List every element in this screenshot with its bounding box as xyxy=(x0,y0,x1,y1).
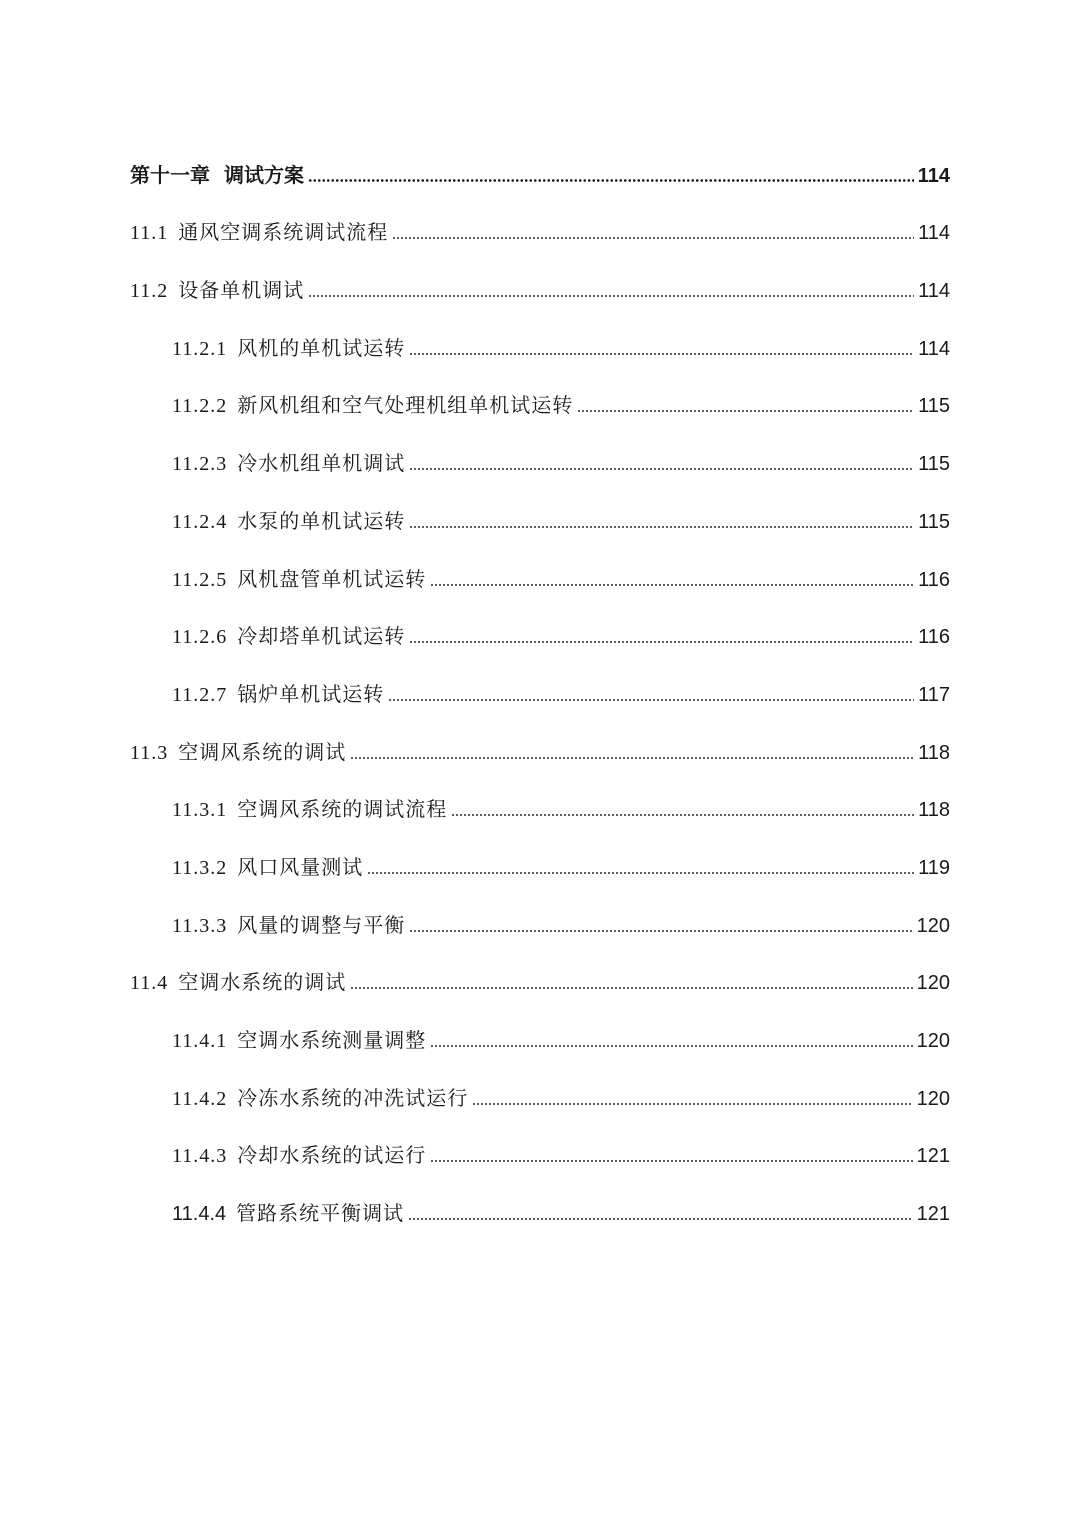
toc-entry-page: 114 xyxy=(918,222,950,245)
toc-entry-title: 空调水系统测量调整 xyxy=(237,1030,427,1052)
toc-entry-number: 11.4.2 xyxy=(172,1087,228,1110)
toc-entry-page: 114 xyxy=(917,164,950,187)
dot-leader xyxy=(408,1218,913,1220)
toc-entry-title: 冷却水系统的试运行 xyxy=(237,1145,427,1168)
toc-entry-title: 风机盘管单机试运转 xyxy=(237,568,427,591)
toc-entry-page: 120 xyxy=(916,1087,950,1110)
toc-entry-11-3[interactable] xyxy=(130,705,950,763)
toc-entry-page: 118 xyxy=(918,799,950,822)
dot-leader xyxy=(392,237,914,239)
toc-entry-title: 冷水机组单机调试 xyxy=(237,453,406,476)
toc-entry-title: 通风空调系统调试流程 xyxy=(178,222,389,245)
toc-entry-page: 114 xyxy=(918,337,950,360)
toc-entry-page: 116 xyxy=(918,626,950,649)
toc-entry-page: 115 xyxy=(918,510,950,533)
toc-entry-page: 117 xyxy=(918,683,950,706)
dot-leader xyxy=(409,526,914,528)
dot-leader xyxy=(409,353,914,355)
toc-entry-page: 116 xyxy=(918,568,950,591)
toc-entry-number: 11.2.4 xyxy=(172,510,228,533)
toc-entry-page: 121 xyxy=(916,1203,950,1226)
toc-entry-title: 设备单机调试 xyxy=(178,280,305,303)
toc-entry-number: 11.2.6 xyxy=(172,626,228,649)
toc-entry-chapter-11[interactable] xyxy=(130,128,950,186)
dot-leader xyxy=(308,179,914,182)
toc-entry-title: 空调风系统的调试 xyxy=(178,741,347,764)
toc-entry-11-4-2[interactable] xyxy=(130,1051,950,1109)
dot-leader xyxy=(367,872,914,874)
toc-entry-title: 风口风量测试 xyxy=(237,856,364,879)
toc-entry-number: 11.2.7 xyxy=(172,683,228,706)
toc-entry-11-1[interactable] xyxy=(130,186,950,244)
toc-entry-11-3-1[interactable] xyxy=(130,763,950,821)
toc-entry-page: 120 xyxy=(916,972,950,995)
toc-entry-title: 风机的单机试运转 xyxy=(237,337,406,360)
toc-entry-number: 11.2.2 xyxy=(172,395,228,418)
toc-entry-title: 冷却塔单机试运转 xyxy=(237,626,406,649)
dot-leader xyxy=(430,1160,912,1162)
dot-leader xyxy=(388,699,914,701)
toc-entry-title: 风量的调整与平衡 xyxy=(237,914,406,937)
toc-entry-title: 冷冻水系统的冲洗试运行 xyxy=(237,1087,469,1110)
toc-entry-11-2-2[interactable] xyxy=(130,359,950,417)
toc-entry-number: 第十一章 xyxy=(130,164,210,187)
toc-entry-11-2-6[interactable] xyxy=(130,590,950,648)
toc-entry-title: 新风机组和空气处理机组单机试运转 xyxy=(237,395,574,418)
toc-entry-number: 11.2.3 xyxy=(172,453,228,476)
dot-leader xyxy=(409,468,914,470)
dot-leader xyxy=(409,641,914,643)
toc-entry-number: 11.3.1 xyxy=(172,799,228,822)
toc-entry-title: 空调水系统的调试 xyxy=(178,972,347,995)
toc-entry-page: 118 xyxy=(918,741,950,764)
toc-entry-page: 115 xyxy=(918,453,950,476)
toc-entry-number: 11.4.1 xyxy=(172,1030,228,1052)
toc-entry-title: 锅炉单机试运转 xyxy=(237,683,385,706)
toc-entry-11-3-2[interactable] xyxy=(130,820,950,878)
toc-entry-page: 119 xyxy=(918,856,950,879)
toc-entry-number: 11.4.4 xyxy=(172,1203,227,1226)
toc-entry-page: 115 xyxy=(918,395,950,418)
toc-entry-title: 水泵的单机试运转 xyxy=(237,510,406,533)
toc-entry-11-2-5[interactable] xyxy=(130,532,950,590)
toc-entry-title: 调试方案 xyxy=(224,164,304,187)
toc-entry-11-4-3[interactable] xyxy=(130,1109,950,1167)
toc-entry-11-2-7[interactable] xyxy=(130,647,950,705)
toc-entry-number: 11.3 xyxy=(130,741,169,764)
toc-entry-title: 管路系统平衡调试 xyxy=(236,1203,405,1226)
dot-leader xyxy=(430,1045,912,1047)
dot-leader xyxy=(472,1103,912,1105)
toc-entry-title: 空调风系统的调试流程 xyxy=(237,799,448,822)
dot-leader xyxy=(308,295,914,297)
toc-entry-number: 11.3.3 xyxy=(172,914,228,937)
dot-leader xyxy=(451,814,914,816)
toc-entry-11-4-1[interactable] xyxy=(130,993,950,1051)
toc-entry-11-4[interactable] xyxy=(130,936,950,994)
table-of-contents xyxy=(130,128,950,1224)
toc-entry-number: 11.4.3 xyxy=(172,1145,228,1168)
toc-entry-11-2-4[interactable] xyxy=(130,474,950,532)
dot-leader xyxy=(350,987,912,989)
dot-leader xyxy=(430,584,914,586)
toc-entry-11-2-1[interactable] xyxy=(130,301,950,359)
dot-leader xyxy=(409,930,912,932)
dot-leader xyxy=(350,757,914,759)
toc-entry-page: 114 xyxy=(918,280,950,303)
toc-entry-11-3-3[interactable] xyxy=(130,878,950,936)
dot-leader xyxy=(577,410,914,412)
toc-entry-page: 120 xyxy=(916,914,950,937)
toc-entry-11-2[interactable] xyxy=(130,243,950,301)
toc-entry-number: 11.1 xyxy=(130,222,169,245)
toc-entry-number: 11.4 xyxy=(130,972,169,995)
toc-entry-11-2-3[interactable] xyxy=(130,416,950,474)
toc-entry-number: 11.2.5 xyxy=(172,568,228,591)
toc-entry-page: 120 xyxy=(916,1030,950,1052)
toc-entry-number: 11.2.1 xyxy=(172,337,228,360)
toc-entry-number: 11.2 xyxy=(130,280,169,303)
toc-entry-11-4-4[interactable] xyxy=(130,1166,950,1224)
toc-entry-page: 121 xyxy=(916,1145,950,1168)
toc-entry-number: 11.3.2 xyxy=(172,856,228,879)
